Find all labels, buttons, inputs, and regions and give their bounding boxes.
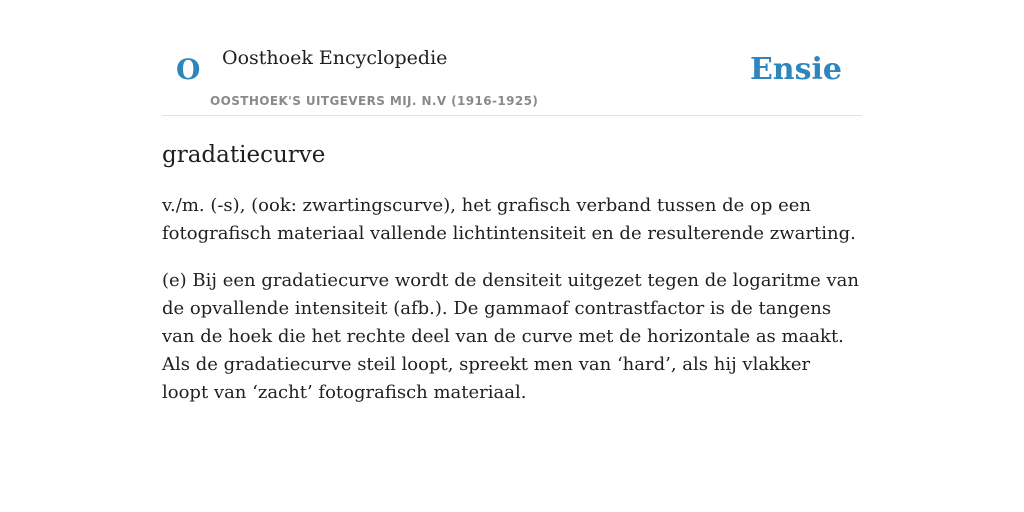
entry-title: gradatiecurve — [162, 142, 326, 168]
entry-definition: v./m. (-s), (ook: zwartingscurve), het grafisch verband tussen de op een fotografisch materiaal vallende lichtintensiteit en de resulterende zwarting. — [162, 195, 856, 244]
page — [162, 0, 862, 407]
site-title-link[interactable]: Oosthoek Encyclopedie — [222, 47, 448, 69]
ensie-logo-link[interactable]: Ensie — [749, 52, 842, 87]
oosthoek-logo[interactable]: O — [176, 53, 201, 86]
site-header — [162, 0, 862, 116]
entry-explanation: (e) Bij een gradatiecurve wordt de densiteit uitgezet tegen de logaritme van de opvallende intensiteit (afb.). De gammaof contrastfactor is de tangens van de hoek die het rechte deel van de curve met de horizontale as maakt. Als de gradatiecurve steil loopt, spreekt men van ‘hard’, als hij vlakker loopt van ‘zacht’ fotografisch materiaal. — [162, 270, 859, 403]
publisher-subtitle: OOSTHOEK'S UITGEVERS MIJ. N.V (1916-1925) — [210, 94, 539, 108]
